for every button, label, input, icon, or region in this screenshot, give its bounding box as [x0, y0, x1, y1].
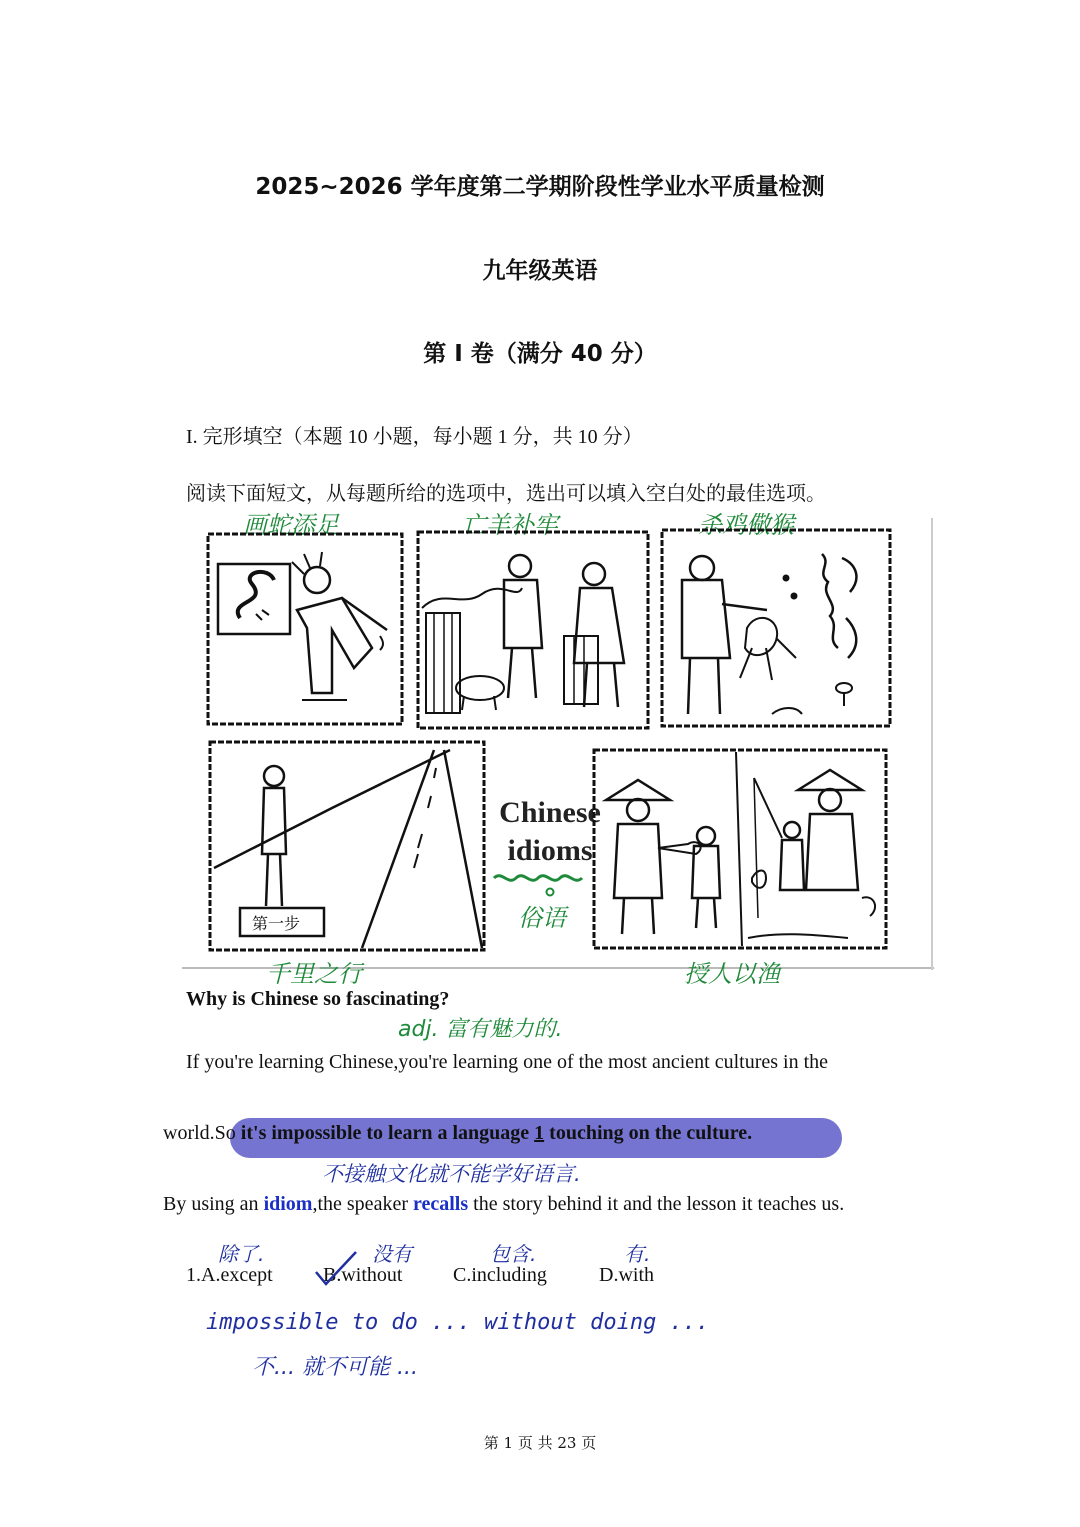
keyword-idiom: idiom [263, 1193, 313, 1215]
line-3-text-a: By using an [163, 1193, 264, 1215]
passage-line-3 [163, 1193, 844, 1216]
annotation-idiom-2: 亡羊补牢 [462, 511, 558, 539]
passage-question: Why is Chinese so fascinating? [186, 988, 450, 1010]
panel-mend-pen [418, 532, 648, 728]
annotation-idiom-1: 画蛇添足 [243, 511, 339, 539]
line-2-bold-b: touching on the culture. [544, 1122, 753, 1144]
exam-title: 2025~2026 学年度第二学期阶段性学业水平质量检测 [255, 174, 825, 200]
annotation-option-c: 包含. [490, 1242, 537, 1266]
option-a: 1.A.except [186, 1264, 273, 1286]
annotation-option-a: 除了. [218, 1242, 265, 1266]
passage-line-1: If you're learning Chinese,you're learning one of the most ancient cultures in the [186, 1051, 829, 1073]
annotation-idiom-3: 杀鸡儆猴 [698, 511, 794, 539]
illustration-caption-2: idioms [507, 834, 593, 867]
line-3-text-b: ,the speaker [312, 1193, 413, 1215]
line-2-bold-a: it's impossible to learn a language [235, 1122, 530, 1144]
annotation-option-d: 有. [624, 1242, 651, 1266]
check-mark-icon [312, 1248, 360, 1288]
caption-underline [494, 876, 582, 881]
annotation-translation: 不接触文化就不能学好语言. [322, 1162, 581, 1186]
illustration-caption-1: Chinese [499, 796, 601, 829]
option-c: C.including [453, 1264, 547, 1286]
exam-subtitle: 九年级英语 [482, 258, 598, 284]
line-2-prefix: world.So [163, 1122, 236, 1144]
first-step-sign: 第一步 [252, 914, 301, 933]
annotation-fascinating: adj. 富有魅力的. [398, 1017, 563, 1042]
panel-draw-snake [208, 534, 402, 724]
panel-teach-fish [594, 750, 886, 948]
page-number: 第 1 页 共 23 页 [483, 1434, 597, 1452]
annotation-grammar-en: impossible to do ... without doing ... [206, 1310, 710, 1335]
option-b: B.without [323, 1264, 403, 1286]
option-d: D.with [599, 1264, 654, 1286]
annotation-idiom-5: 授人以渔 [684, 960, 780, 988]
volume-title: 第 I 卷（满分 40 分） [423, 341, 657, 367]
line-3-text-c: the story behind it and the lesson it teaches us. [468, 1193, 845, 1215]
section-heading: I. 完形填空（本题 10 小题，每小题 1 分，共 10 分） [186, 426, 643, 448]
annotation-idiom-4: 千里之行 [266, 960, 362, 988]
annotation-grammar-cn: 不... 就不可能 ... [252, 1355, 418, 1380]
keyword-recalls: recalls [412, 1193, 469, 1215]
panel-first-step [210, 742, 484, 950]
section-instruction: 阅读下面短文，从每题所给的选项中，选出可以填入空白处的最佳选项。 [186, 483, 826, 505]
passage-line-2 [163, 1122, 752, 1145]
blank-number: 1 [534, 1122, 545, 1144]
annotation-idioms-cn: 俗语 [518, 904, 566, 932]
panel-chicken-monkey [662, 530, 890, 726]
annotation-option-b: 没有 [372, 1242, 412, 1266]
